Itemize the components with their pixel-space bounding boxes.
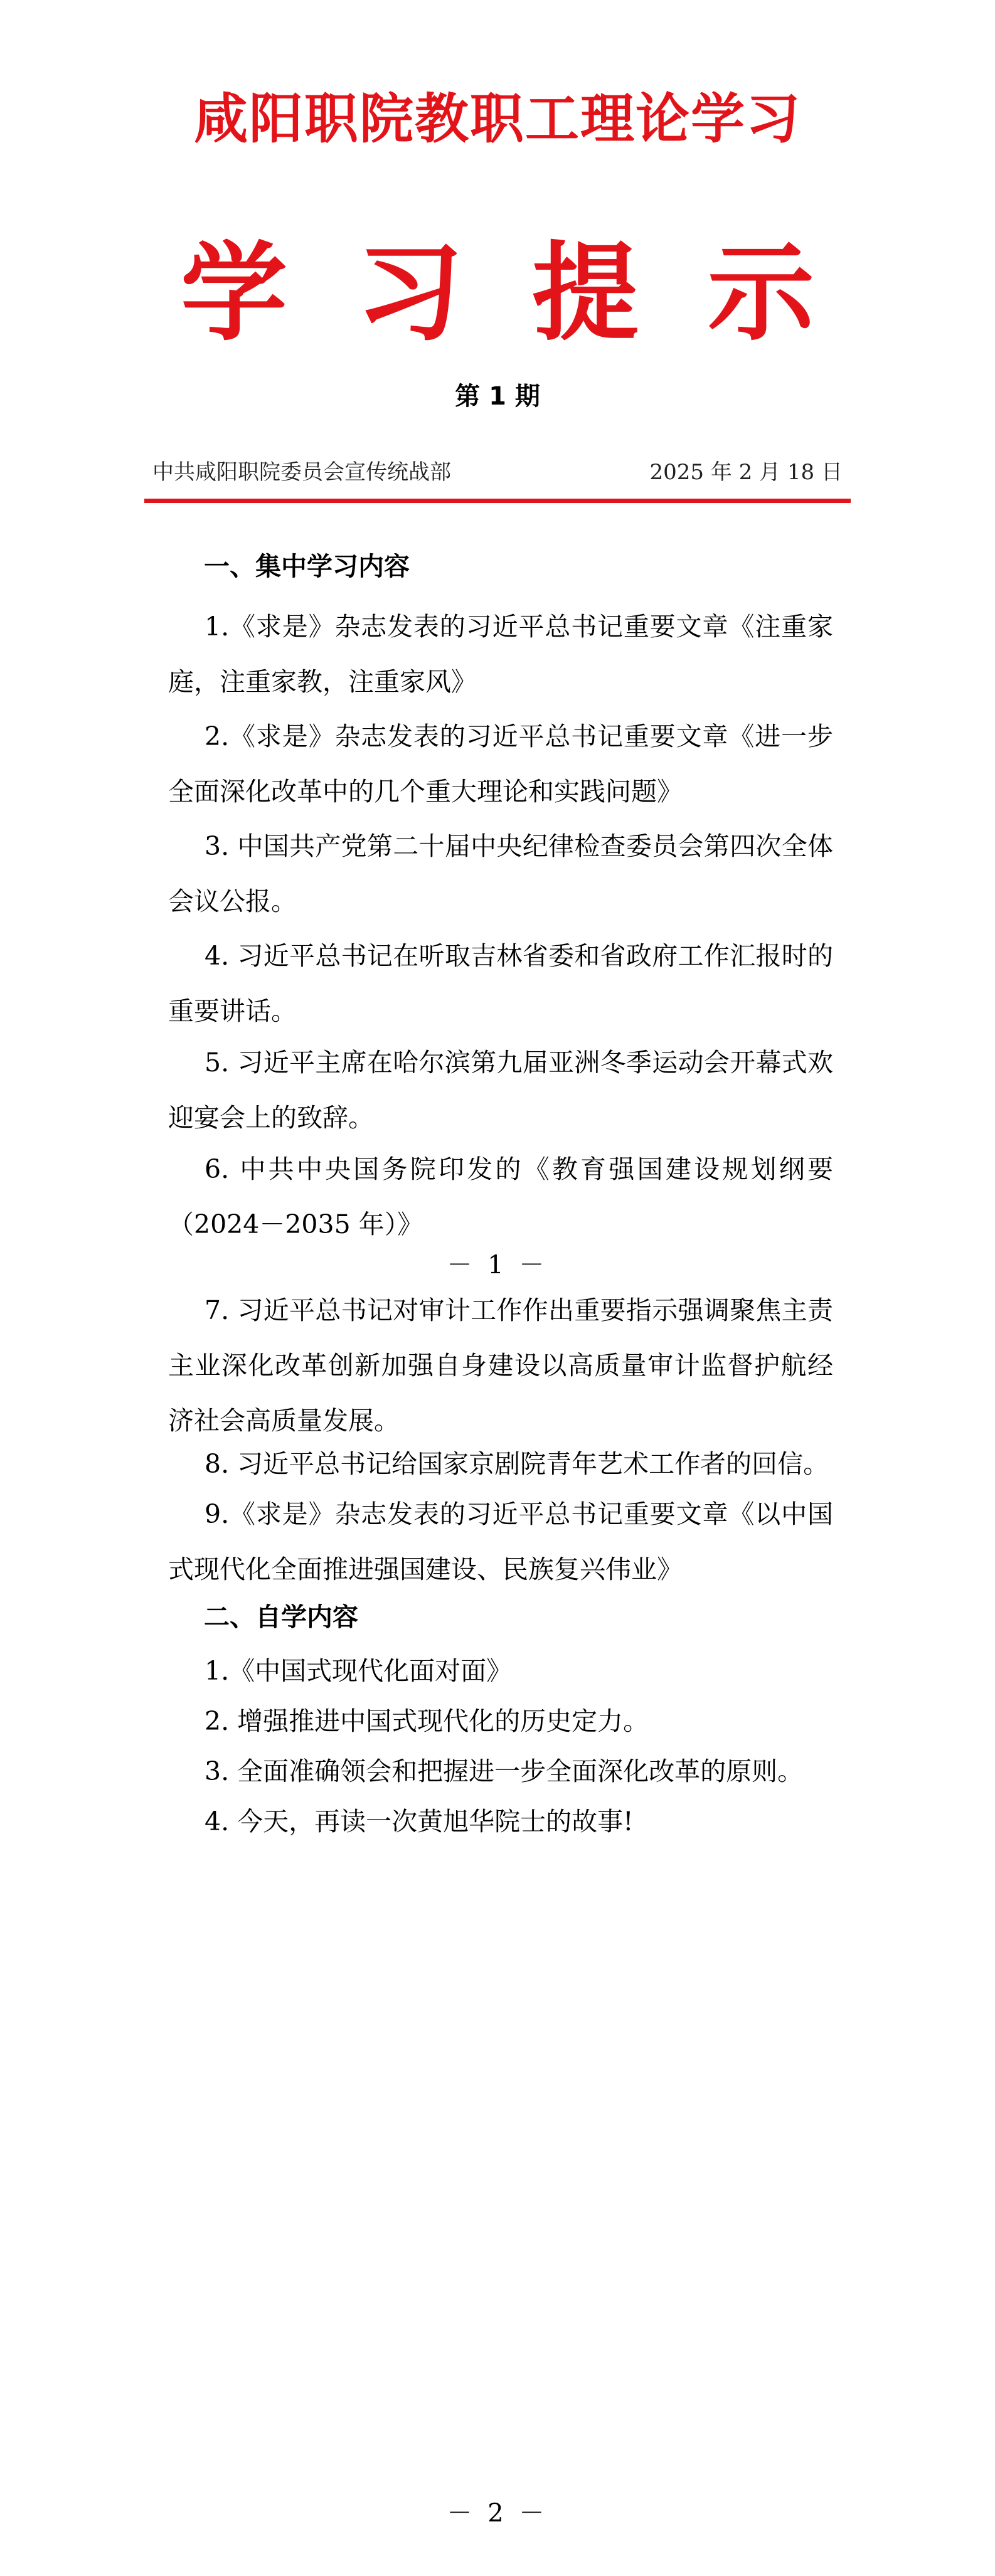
list-item: 3. 全面准确领会和把握进一步全面深化改革的原则。 — [205, 1756, 804, 1786]
issue-number: 第 1 期 — [455, 382, 540, 411]
list-item: 6. 中共中央国务院印发的《教育强国建设规划纲要（2024－2035 年）》 — [168, 1154, 833, 1239]
list-item: 3. 中国共产党第二十届中央纪律检查委员会第四次全体会议公报。 — [168, 831, 833, 916]
department: 中共咸阳职院委员会宣传统战部 — [152, 460, 451, 485]
list-item: 2. 增强推进中国式现代化的历史定力。 — [205, 1706, 649, 1736]
main-title: 学习提示 — [180, 230, 883, 356]
section-1-heading: 一、集中学习内容 — [204, 551, 410, 581]
list-item: 5. 习近平主席在哈尔滨第九届亚洲冬季运动会开幕式欢迎宴会上的致辞。 — [168, 1047, 833, 1133]
page-number: － 1 － — [447, 1251, 548, 1280]
list-item: 4. 今天，再读一次黄旭华院士的故事! — [205, 1806, 634, 1837]
list-item: 1.《中国式现代化面对面》 — [205, 1656, 513, 1686]
date: 2025 年 2 月 18 日 — [649, 460, 843, 485]
list-item: 9.《求是》杂志发表的习近平总书记重要文章《以中国式现代化全面推进强国建设、民族复兴伟业》 — [168, 1499, 833, 1584]
org-title: 咸阳职院教职工理论学习 — [194, 87, 801, 151]
list-item: 1.《求是》杂志发表的习近平总书记重要文章《注重家庭，注重家教，注重家风》 — [168, 612, 833, 697]
list-item: 7. 习近平总书记对审计工作作出重要指示强调聚焦主责主业深化改革创新加强自身建设以高质量审计监督护航经济社会高质量发展。 — [168, 1295, 833, 1436]
section-2-heading: 二、自学内容 — [204, 1602, 358, 1632]
list-item: 2.《求是》杂志发表的习近平总书记重要文章《进一步全面深化改革中的几个重大理论和实践问题》 — [168, 721, 833, 807]
list-item: 4. 习近平总书记在听取吉林省委和省政府工作汇报时的重要讲话。 — [168, 941, 833, 1026]
list-item: 8. 习近平总书记给国家京剧院青年艺术工作者的回信。 — [205, 1449, 829, 1479]
red-divider — [144, 499, 851, 503]
page-number: － 2 － — [447, 2499, 548, 2528]
